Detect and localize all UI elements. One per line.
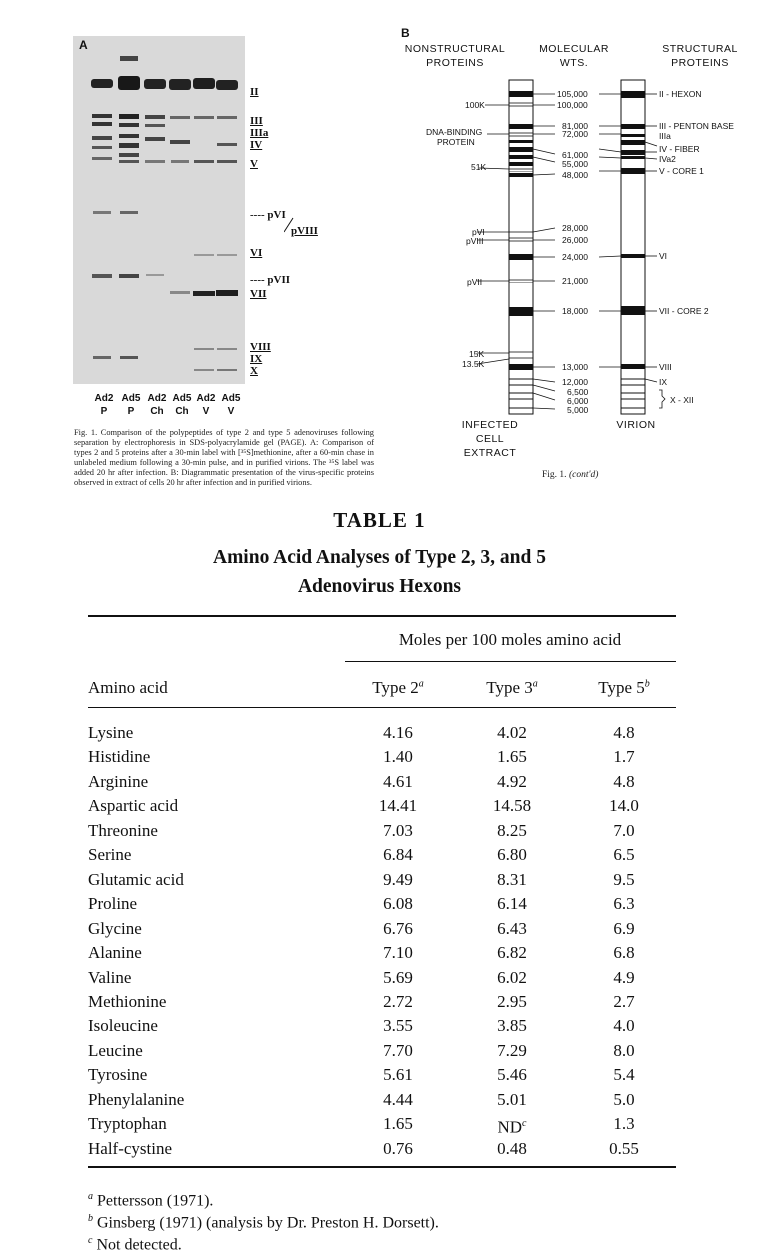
type-5-value: 6.5 (613, 845, 635, 865)
spanner-rule (345, 661, 676, 662)
type-5-value: 4.8 (613, 723, 635, 742)
header-structural: STRUCTURAL PROTEINS (662, 43, 738, 69)
band-label: II (250, 86, 259, 98)
dashed-band-label: pVIII (291, 225, 318, 237)
type-5-value: 1.3 (613, 1114, 635, 1134)
type-2-value: 5.69 (383, 967, 413, 987)
band-label: IX (250, 353, 263, 365)
amino-acid-name: Isoleucine (88, 1016, 158, 1036)
type-5-value: 5.0 (613, 1089, 635, 1109)
column-spanner: Moles per 100 moles amino acid (398, 630, 622, 649)
mol-wt: 24,000 (562, 252, 588, 262)
left-label: pVII (467, 277, 483, 287)
right-label: VI (659, 251, 668, 261)
lane-label: Ad5 V (221, 393, 241, 417)
column-header-type-2: Type 2$^a$ (372, 678, 424, 697)
right-label: IVa2 (659, 154, 676, 164)
footer-virion: VIRION (616, 419, 656, 431)
type-5-value: 6.9 (613, 918, 635, 938)
type-2-value: 5.61 (383, 1065, 413, 1085)
band-label: VIII (250, 341, 271, 353)
amino-acid-name: Arginine (88, 771, 149, 791)
amino-acid-name: Proline (88, 894, 138, 914)
gel-photograph (73, 36, 245, 384)
type-3-value: 7.29 (497, 1040, 527, 1060)
type-5-value: 4.9 (613, 967, 635, 987)
type-2-value: 7.10 (383, 943, 413, 963)
header-molecular-weights: MOLECULAR WTS. (539, 43, 609, 69)
mol-wt: 28,000 (562, 223, 588, 233)
mol-wt: 100,000 (557, 100, 588, 110)
left-label: 13.5K (462, 359, 485, 369)
mol-wt: 12,000 (562, 377, 588, 387)
mol-wt: 48,000 (562, 170, 588, 180)
band-label: X (250, 365, 258, 377)
type-2-value: 6.84 (383, 845, 413, 865)
amino-acid-name: Leucine (88, 1040, 143, 1060)
mol-wt: 5,000 (567, 405, 589, 415)
type-2-value: 0.76 (383, 1138, 413, 1158)
type-3-value: 4.92 (497, 771, 527, 791)
lane-label: Ad2 V (196, 393, 216, 417)
column-header-amino-acid: Amino acid (88, 678, 168, 697)
type-3-value: 6.43 (497, 918, 527, 938)
amino-acid-name: Glutamic acid (88, 869, 184, 889)
mol-wt: 6,000 (567, 396, 589, 406)
type-2-value: 4.44 (383, 1089, 413, 1109)
mol-wt: 21,000 (562, 276, 588, 286)
type-3-value: 6.02 (497, 967, 527, 987)
table-subtitle: Amino Acid Analyses of Type 2, 3, and 5 (212, 547, 546, 568)
lane-label: Ad5 P (121, 393, 141, 417)
right-label: VIII (659, 362, 672, 372)
band-label: V (250, 158, 258, 170)
amino-acid-name: Serine (88, 845, 132, 865)
lane-label: Ad5 Ch (172, 393, 192, 417)
mol-wt: 18,000 (562, 306, 588, 316)
band-label: IIIa (250, 127, 269, 139)
type-5-value: 0.55 (609, 1138, 639, 1158)
amino-acid-name: Glycine (88, 918, 142, 938)
footnote: $^b$ Ginsberg (1971) (analysis by Dr. Preston H. Dorsett). (88, 1213, 439, 1232)
type-5-value: 9.5 (613, 869, 635, 889)
type-5-value: 7.0 (613, 820, 635, 840)
right-label: IX (659, 377, 668, 387)
amino-acid-name: Aspartic acid (88, 796, 179, 816)
gel-bands (73, 36, 245, 384)
band-label: III (250, 115, 263, 127)
mol-wt: 26,000 (562, 235, 588, 245)
figure-caption-a: Fig. 1. Comparison of the polypeptides of type 2 and type 5 adenoviruses following separation by electrophoresis in SDS-polyacrylamide gel (PAGE). A: Comparison of types 2 and 5 proteins after a 30-min label with [³⁵S]methionine, after a 60-min chase in unlabeled medium following a 30-min pulse, and in purified virions. The ³⁵S label was added 20 hr after infection. B: Diagrammatic presentation of the virus-specific proteins observed in extract of cells 20 hr after infection and in purified virions. (74, 428, 374, 487)
type-2-value: 7.70 (383, 1040, 413, 1060)
header-rule (88, 707, 676, 708)
amino-acid-name: Tyrosine (88, 1065, 148, 1085)
type-3-value: 5.46 (497, 1065, 527, 1085)
type-2-value: 1.40 (383, 747, 413, 767)
type-3-value: $ND^c$ (497, 1117, 527, 1137)
type-2-value: 14.41 (378, 796, 418, 816)
right-label: II - HEXON (659, 89, 702, 99)
figure-caption-b: Fig. 1. (cont'd) (542, 470, 599, 480)
label-leader-line (284, 217, 294, 233)
left-label: 51K (471, 162, 487, 172)
right-label: IIIa (659, 131, 671, 141)
right-label: V - CORE 1 (659, 166, 704, 176)
type-2-value: 7.03 (383, 820, 413, 840)
amino-acid-name: Tryptophan (88, 1114, 167, 1134)
type-3-value: 6.14 (497, 894, 527, 914)
table-title: TABLE 1 (333, 508, 426, 532)
type-3-value: 8.25 (497, 820, 527, 840)
mol-wt: 61,000 (562, 150, 588, 160)
right-label: X - XII (670, 395, 694, 405)
right-label: III - PENTON BASE (659, 121, 734, 131)
type-3-value: 4.02 (497, 723, 527, 742)
amino-acid-name: Valine (88, 967, 132, 987)
type-2-value: 2.72 (383, 991, 413, 1011)
mol-wt: 81,000 (562, 121, 588, 131)
band-label: VI (250, 247, 263, 259)
lane-label: Ad2 Ch (147, 393, 167, 417)
left-label: DNA-BINDING (426, 127, 483, 137)
type-3-value: 3.85 (497, 1016, 527, 1036)
type-3-value: 2.95 (497, 991, 527, 1011)
type-2-value: 9.49 (383, 869, 413, 889)
type-5-value: 1.7 (613, 747, 635, 767)
mol-wt: 55,000 (562, 159, 588, 169)
type-5-value: 2.7 (613, 991, 635, 1011)
lane-label: Ad2 P (94, 393, 114, 417)
type-5-value: 5.4 (613, 1065, 635, 1085)
column-header-type-3: Type 3$^a$ (486, 678, 538, 697)
right-label: VII - CORE 2 (659, 306, 709, 316)
left-label: 100K (465, 100, 485, 110)
type-5-value: 6.8 (613, 943, 635, 963)
left-label: PROTEIN (437, 137, 475, 147)
amino-acid-name: Methionine (88, 991, 167, 1011)
panel-b-label: B (401, 26, 410, 40)
amino-acid-name: Alanine (88, 943, 142, 963)
mol-wt: 6,500 (567, 387, 589, 397)
left-label: pVIII (466, 236, 484, 246)
mol-wt: 105,000 (557, 89, 588, 99)
mol-wt: 13,000 (562, 362, 588, 372)
type-5-value: 4.0 (613, 1016, 635, 1036)
type-2-value: 6.08 (383, 894, 413, 914)
type-2-value: 3.55 (383, 1016, 413, 1036)
band-label: IV (250, 139, 263, 151)
type-3-value: 6.80 (497, 845, 527, 865)
amino-acid-name: Phenylalanine (88, 1089, 185, 1109)
type-3-value: 6.82 (497, 943, 527, 963)
column-header-type-5: Type 5$^b$ (598, 678, 650, 697)
type-2-value: 4.61 (383, 771, 413, 791)
dashed-band-label: ---- pVII (250, 274, 291, 286)
footer-infected-cell-extract: INFECTED CELL EXTRACT (461, 419, 519, 459)
type-3-value: 0.48 (497, 1138, 527, 1158)
type-3-value: 8.31 (497, 869, 527, 889)
header-nonstructural: NONSTRUCTURAL PROTEINS (404, 43, 506, 69)
type-2-value: 6.76 (383, 918, 413, 938)
type-5-value: 6.3 (613, 894, 635, 914)
table-bottom-rule (88, 1166, 676, 1168)
type-2-value: 1.65 (383, 1114, 413, 1134)
type-5-value: 8.0 (613, 1040, 635, 1060)
footnote: $^c$ Not detected. (88, 1235, 182, 1254)
type-3-value: 14.58 (492, 796, 532, 816)
dashed-band-label: ---- pVI (250, 209, 286, 221)
right-label: IV - FIBER (659, 144, 700, 154)
table-subtitle: Adenovirus Hexons (297, 576, 462, 597)
amino-acid-name: Half-cystine (88, 1138, 173, 1158)
type-5-value: 14.0 (609, 796, 639, 816)
amino-acid-name: Histidine (88, 747, 151, 767)
left-label: pVI (472, 227, 485, 237)
type-3-value: 1.65 (497, 747, 527, 767)
table-top-rule (88, 615, 676, 617)
type-5-value: 4.8 (613, 771, 635, 791)
left-label: 15K (469, 349, 485, 359)
amino-acid-name: Lysine (88, 723, 134, 742)
mol-wt: 72,000 (562, 129, 588, 139)
band-label: VII (250, 288, 267, 300)
type-3-value: 5.01 (497, 1089, 527, 1109)
panel-a-label: A (79, 38, 88, 52)
amino-acid-name: Threonine (88, 820, 158, 840)
footnote: $^a$ Pettersson (1971). (88, 1191, 214, 1210)
type-2-value: 4.16 (383, 723, 413, 742)
